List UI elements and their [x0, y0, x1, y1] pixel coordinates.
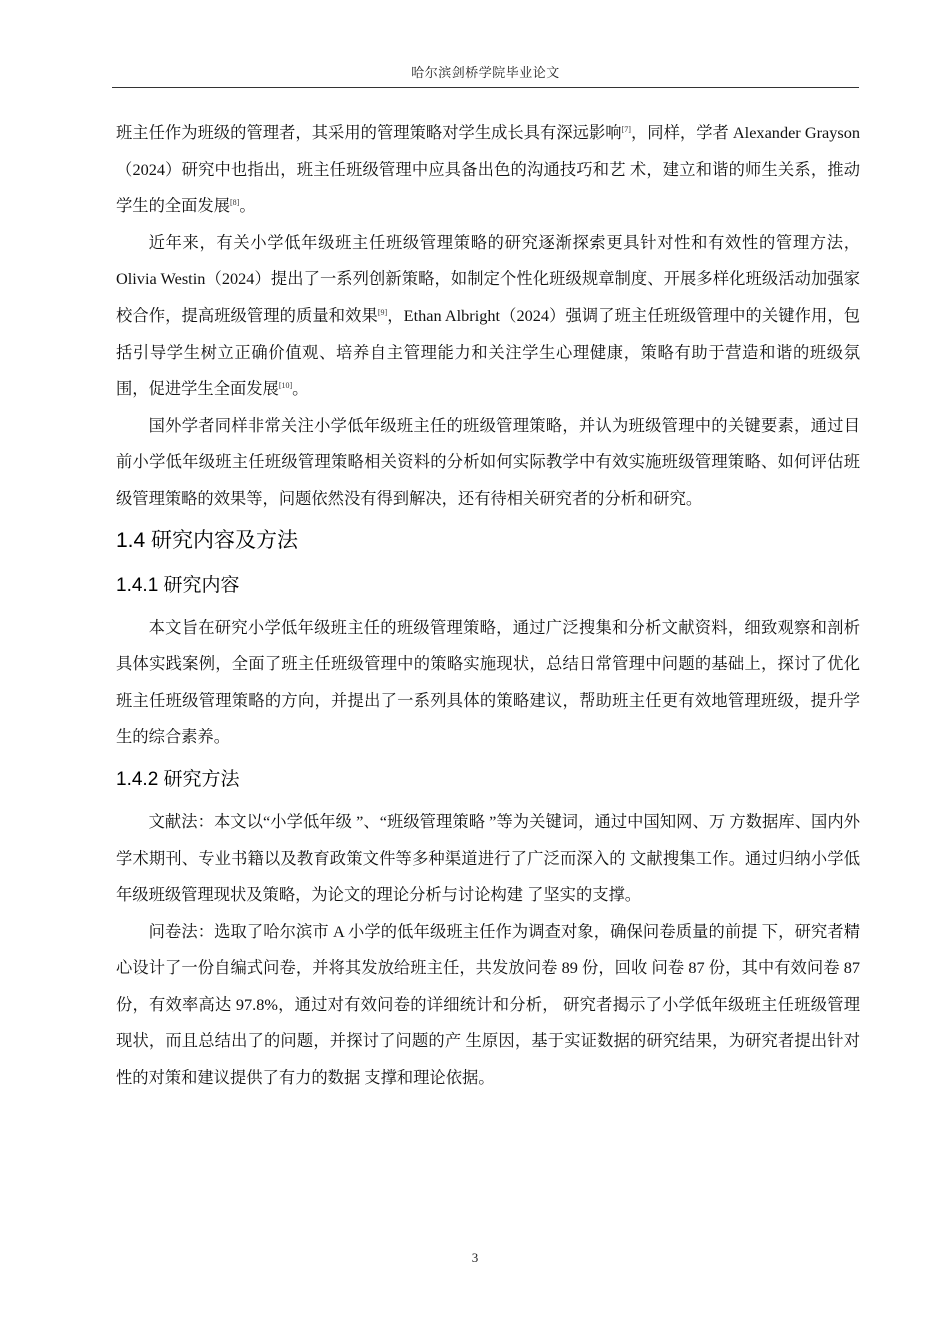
paragraph-1-text-c: 。 [239, 196, 256, 216]
section-heading-1-4: 1.4 研究内容及方法 [116, 528, 299, 552]
document-body [116, 115, 860, 1097]
subsection-heading-1-4-2: 1.4.2 研究方法 [116, 768, 240, 790]
paragraph-2-text-c: 。 [292, 379, 309, 399]
paragraph-1 [116, 115, 860, 225]
page-number: 3 [471, 1250, 479, 1265]
paragraph-2-text-b: ，Ethan Albright（2024）强调了班主任班级管理中的关键作用，包括引导学生树立正确价值观、培养自主管理能力和关注学生心理健康，策略有助于营造和谐的班级氛围，促进学生全面发展 [116, 305, 860, 399]
subsection-heading-1-4-1: 1.4.1 研究内容 [116, 574, 240, 596]
running-header: 哈尔滨剑桥学院毕业论文 [411, 65, 560, 80]
citation-7: [7] [621, 125, 631, 134]
paragraph-3: 国外学者同样非常关注小学低年级班主任的班级管理策略，并认为班级管理中的关键要素，通过目前小学低年级班主任班级管理策略相关资料的分析如何实际教学中有效实施班级管理策略、如何评估班级管理策略的效果等，问题依然没有得到解决，还有待相关研究者的分析和研究。 [116, 415, 860, 508]
paragraph-2 [116, 225, 860, 408]
citation-9: [9] [377, 307, 388, 317]
paragraph-2-text-a: 近年来，有关小学低年级班主任班级管理策略的研究逐渐探索更具针对性和有效性的管理方法，Olivia Westin（2024）提出了一系列创新策略，如制定个性化班级规章制度、开展多样化班级活动加强家校合作，提高班级管理的质量和效果 [116, 232, 860, 325]
header-rule [112, 87, 859, 88]
paragraph-research-content: 本文旨在研究小学低年级班主任的班级管理策略，通过广泛搜集和分析文献资料，细致观察和剖析具体实践案例，全面了班主任班级管理中的策略实施现状，总结日常管理中问题的基础上，探讨了优化班主任班级管理策略的方向，并提出了一系列具体的策略建议，帮助班主任更有效地管理班级，提升学生的综合素养。 [116, 617, 860, 747]
paragraph-1-text-a: 班主任作为班级的管理者，其采用的管理策略对学生成长具有深远影响 [116, 123, 622, 142]
paragraph-literature-method: 文献法：本文以“小学低年级 ”、“班级管理策略 ”等为关键词，通过中国知网、万 方数据库、国内外学术期刊、专业书籍以及教育政策文件等多种渠道进行了广泛而深入的 文献搜集工作。通过归纳小学低年级班级管理现状及策略，为论文的理论分析与讨论构建 了坚实的支撑。 [116, 811, 860, 905]
paragraph-1-text-b: ，同样，学者 Alexander Grayson（2024）研究中也指出，班主任班级管理中应具备出色的沟通技巧和艺 术，建立和谐的师生关系，推动学生的全面发展 [116, 123, 860, 216]
citation-8: [8] [229, 198, 240, 208]
paragraph-questionnaire-method: 问卷法：选取了哈尔滨市 A 小学的低年级班主任作为调查对象，确保问卷质量的前提 下，研究者精心设计了一份自编式问卷，并将其发放给班主任，共发放问卷 89 份，回收 问卷 87 份，其中有效问卷 87 份，有效率高达 97.8%，通过对有效问卷的详细统计和分析， 研究者揭示了小学低年级班主任班级管理现状，而且总结出了的问题，并探讨了问题的产 生原因，基于实证数据的研究结果，为研究者提出针对性的对策和建议提供了有力的数据 支撑和理论依据。 [116, 921, 860, 1088]
citation-10: [10] [278, 381, 293, 391]
